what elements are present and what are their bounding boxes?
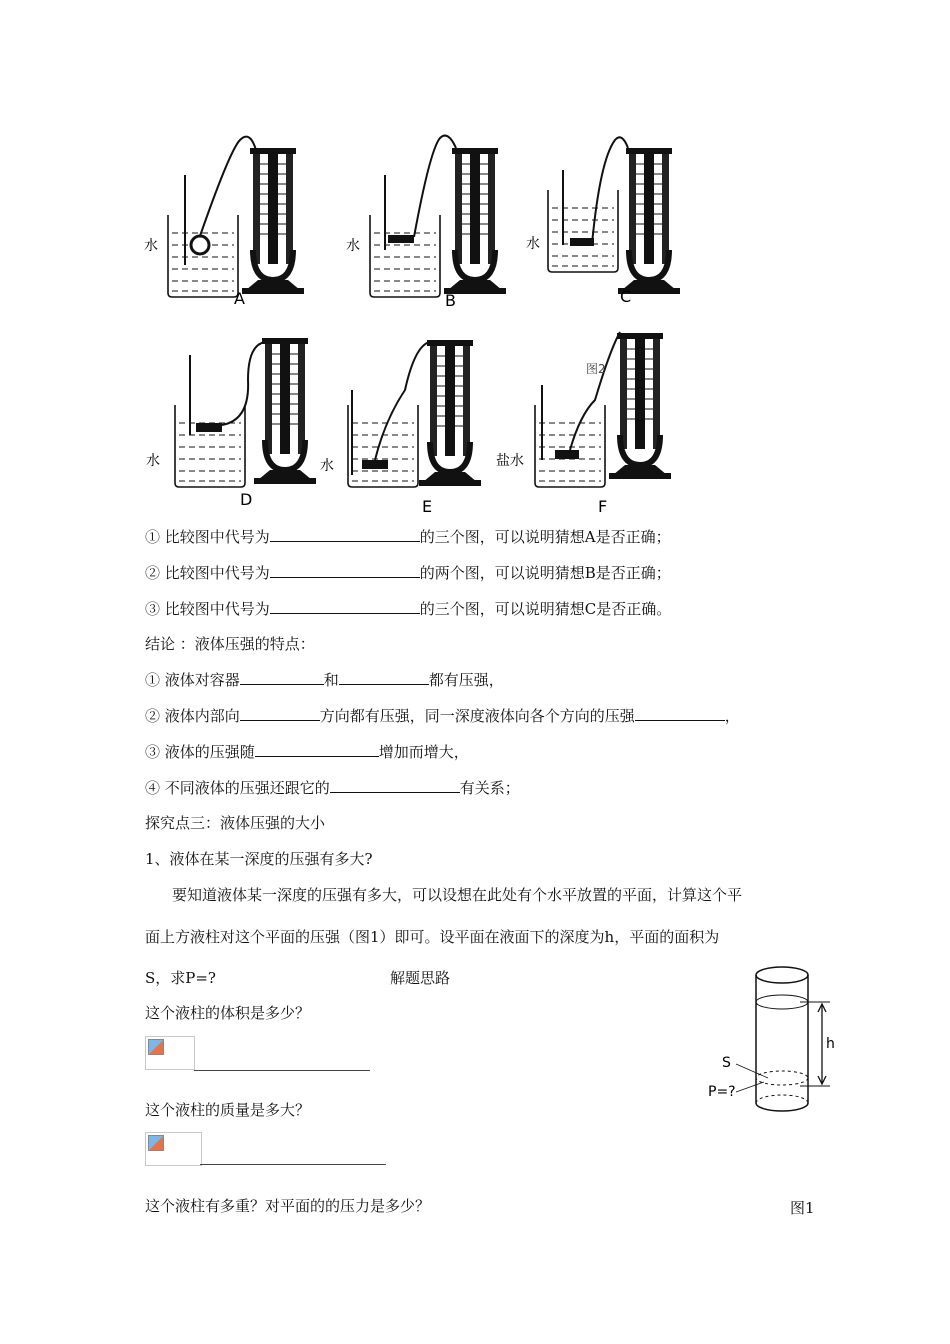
panel-e-liquid: 水 <box>320 458 334 474</box>
answer-blank[interactable] <box>339 669 429 685</box>
broken-image-icon <box>148 1135 164 1151</box>
formula-image-placeholder <box>145 1132 202 1166</box>
figure-2-diagram <box>130 120 690 520</box>
formula-image-placeholder <box>145 1036 195 1070</box>
conclusion-item-3: ③ 液体的压强随 增加而增大， <box>145 743 469 761</box>
answer-blank[interactable] <box>635 705 725 721</box>
weight-question: 这个液柱有多重？对平面的的压力是多少？ <box>145 1197 431 1215</box>
conclusion-item-2: ② 液体内部向 方向都有压强，同一深度液体向各个方向的压强 ， <box>145 707 740 725</box>
figure-1-cylinder-diagram <box>700 960 850 1120</box>
area-label: S <box>722 1055 731 1071</box>
pressure-label: P=? <box>708 1084 736 1100</box>
height-label: h <box>826 1036 835 1052</box>
solution-approach-label: 解题思路 <box>390 969 451 987</box>
section-3-para-3: S，求P=? <box>145 969 216 987</box>
section-3-title: 探究点三：液体压强的大小 <box>145 814 326 832</box>
panel-e-letter: E <box>422 497 433 516</box>
panel-a-letter: A <box>234 289 245 308</box>
panel-f-letter: F <box>598 497 608 516</box>
panel-d-liquid: 水 <box>146 453 160 469</box>
panel-a <box>144 137 304 308</box>
compare-line-3: ③ 比较图中代号为 的三个图，可以说明猜想C是否正确。 <box>145 600 672 618</box>
panel-d-letter: D <box>240 490 253 509</box>
panel-c-letter: C <box>620 287 632 306</box>
compare-line-2: ② 比较图中代号为 的两个图，可以说明猜想B是否正确； <box>145 564 671 582</box>
broken-image-icon <box>148 1039 164 1055</box>
answer-blank[interactable] <box>270 562 420 578</box>
mass-question: 这个液柱的质量是多大？ <box>145 1101 311 1119</box>
conclusion-item-1: ① 液体对容器 和 都有压强， <box>145 671 504 689</box>
panel-b <box>346 136 506 310</box>
answer-line[interactable] <box>194 1069 370 1071</box>
answer-blank[interactable] <box>255 741 379 757</box>
section-3-question-1: 1、液体在某一深度的压强有多大? <box>145 850 373 868</box>
answer-blank[interactable] <box>270 526 420 542</box>
answer-blank[interactable] <box>330 777 460 793</box>
panel-e <box>320 340 481 516</box>
conclusion-item-4: ④ 不同液体的压强还跟它的 有关系； <box>145 779 520 797</box>
section-3-para-2: 面上方液柱对这个平面的压强（图1）即可。设平面在液面下的深度为h，平面的面积为 <box>145 928 720 946</box>
answer-blank[interactable] <box>240 705 320 721</box>
panel-f <box>496 332 671 516</box>
panel-c <box>526 137 680 306</box>
compare-line-1: ① 比较图中代号为 的三个图，可以说明猜想A是否正确； <box>145 528 671 546</box>
answer-blank[interactable] <box>270 598 420 614</box>
figure-2-label: 图2 <box>586 362 606 376</box>
panel-a-liquid: 水 <box>144 238 158 254</box>
panel-b-letter: B <box>445 291 456 310</box>
panel-f-liquid: 盐水 <box>496 453 524 469</box>
answer-blank[interactable] <box>240 669 324 685</box>
figure-1-label: 图1 <box>790 1199 815 1217</box>
panel-d <box>146 338 316 509</box>
panel-c-liquid: 水 <box>526 236 540 252</box>
volume-question: 这个液柱的体积是多少？ <box>145 1004 311 1022</box>
panel-b-liquid: 水 <box>346 238 360 254</box>
answer-line[interactable] <box>200 1163 386 1165</box>
conclusion-title: 结论 ：液体压强的特点： <box>145 635 315 653</box>
section-3-para-1: 要知道液体某一深度的压强有多大，可以设想在此处有个水平放置的平面，计算这个平 <box>172 886 743 904</box>
